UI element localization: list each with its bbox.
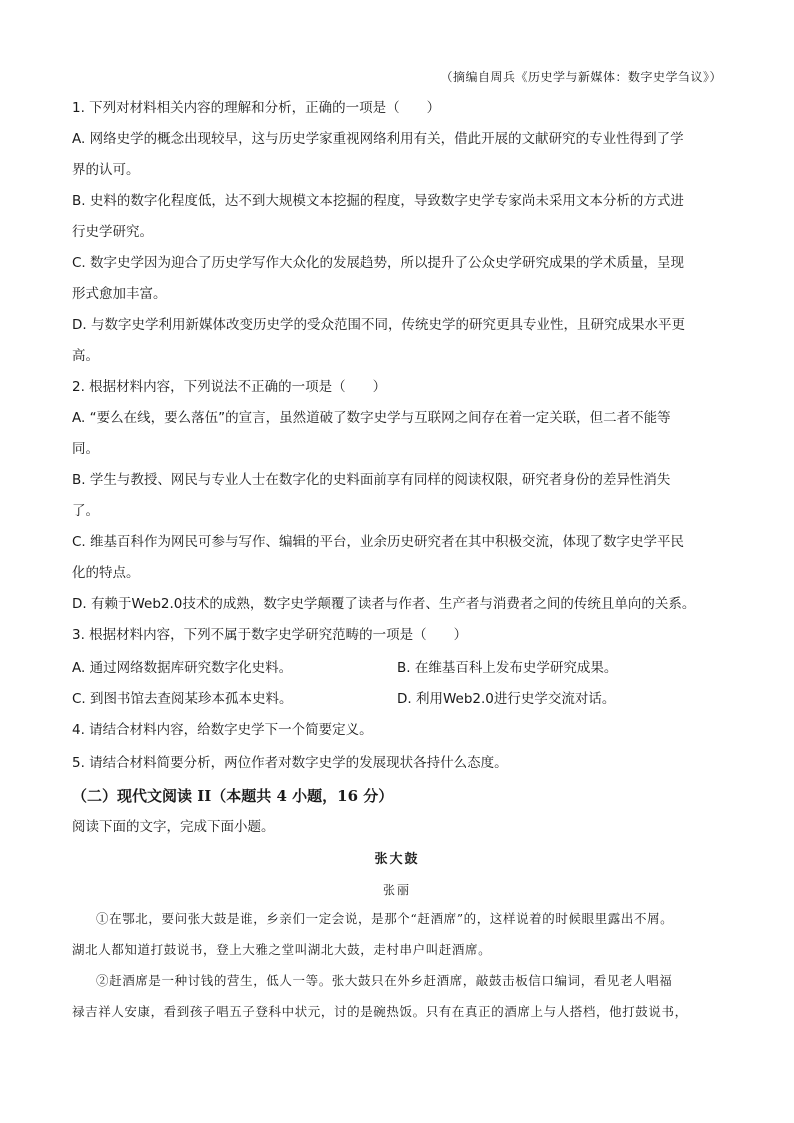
question-1-stem: 1. 下列对材料相关内容的理解和分析，正确的一项是（ ） xyxy=(72,100,441,116)
question-1-option-a-line-2: 界的认可。 xyxy=(72,162,140,178)
question-1-option-c-line-1: C. 数字史学因为迎合了历史学写作大众化的发展趋势，所以提升了公众史学研究成果的学术质量，呈现 xyxy=(72,255,685,271)
question-1-option-b-line-1: B. 史料的数字化程度低，达不到大规模文本挖掘的程度，导致数字史学专家尚未采用文本分析的方式进 xyxy=(72,193,684,209)
question-3-option-d: D. 利用Web2.0进行史学交流对话。 xyxy=(397,691,616,707)
question-2-option-b-line-1: B. 学生与教授、网民与专业人士在数字化的史料面前享有同样的阅读权限，研究者身份的差异性消失 xyxy=(72,472,671,488)
question-4: 4. 请结合材料内容，给数字史学下一个简要定义。 xyxy=(72,722,373,738)
story-paragraph-1-line-2: 湖北人都知道打鼓说书，登上大雅之堂叫湖北大鼓，走村串户叫赶酒席。 xyxy=(72,942,492,957)
story-author: 张丽 xyxy=(382,883,411,897)
question-1-option-a-line-1: A. 网络史学的概念出现较早，这与历史学家重视网络利用有关，借此开展的文献研究的专业性得到了学 xyxy=(72,131,684,147)
story-title: 张大鼓 xyxy=(374,852,420,867)
story-paragraph-2-line-1: ②赶酒席是一种讨钱的营生，低人一等。张大鼓只在外乡赶酒席，敲鼓击板信口编词，看见老人唱福 xyxy=(96,973,673,988)
question-5: 5. 请结合材料简要分析，两位作者对数字史学的发展现状各持什么态度。 xyxy=(72,755,508,771)
question-3-option-a: A. 通过网络数据库研究数字化史料。 xyxy=(72,660,293,676)
section-heading: （二）现代文阅读 II（本题共 4 小题，16 分） xyxy=(72,787,394,805)
question-1-option-c-line-2: 形式愈加丰富。 xyxy=(72,286,167,302)
question-2-option-b-line-2: 了。 xyxy=(72,503,99,519)
question-2-option-a-line-2: 同。 xyxy=(72,441,99,457)
question-3-option-b: B. 在维基百科上发布史学研究成果。 xyxy=(397,660,618,676)
question-1-option-d-line-2: 高。 xyxy=(72,348,99,364)
question-2-option-c-line-1: C. 维基百科作为网民可参与写作、编辑的平台，业余历史研究者在其中积极交流，体现了数字史学平民 xyxy=(72,534,685,550)
source-citation: （摘编自周兵《历史学与新媒体：数字史学刍议》） xyxy=(440,70,722,84)
question-1-option-b-line-2: 行史学研究。 xyxy=(72,224,153,240)
question-2-option-a-line-1: A. “要么在线，要么落伍”的宣言，虽然道破了数字史学与互联网之间存在着一定关联，但二者不能等 xyxy=(72,410,671,426)
question-3-stem: 3. 根据材料内容，下列不属于数字史学研究范畴的一项是（ ） xyxy=(72,627,468,643)
question-2-option-c-line-2: 化的特点。 xyxy=(72,565,140,581)
question-2-stem: 2. 根据材料内容，下列说法不正确的一项是（ ） xyxy=(72,379,387,395)
question-3-option-c: C. 到图书馆去查阅某珍本孤本史料。 xyxy=(72,691,293,707)
story-paragraph-2-line-2: 禄吉祥人安康，看到孩子唱五子登科中状元，讨的是碗热饭。只有在真正的酒席上与人搭档，他打鼓说书， xyxy=(72,1004,688,1019)
story-paragraph-1-line-1: ①在鄂北，要问张大鼓是谁，乡亲们一定会说，是那个“赶酒席”的，这样说着的时候眼里露出不屑。 xyxy=(96,911,674,926)
question-2-option-d: D. 有赖于Web2.0技术的成熟，数字史学颠覆了读者与作者、生产者与消费者之间的传统且单向的关系。 xyxy=(72,596,696,612)
question-1-option-d-line-1: D. 与数字史学利用新媒体改变历史学的受众范围不同，传统史学的研究更具专业性，且研究成果水平更 xyxy=(72,317,685,333)
reading-instruction: 阅读下面的文字，完成下面小题。 xyxy=(72,819,275,835)
